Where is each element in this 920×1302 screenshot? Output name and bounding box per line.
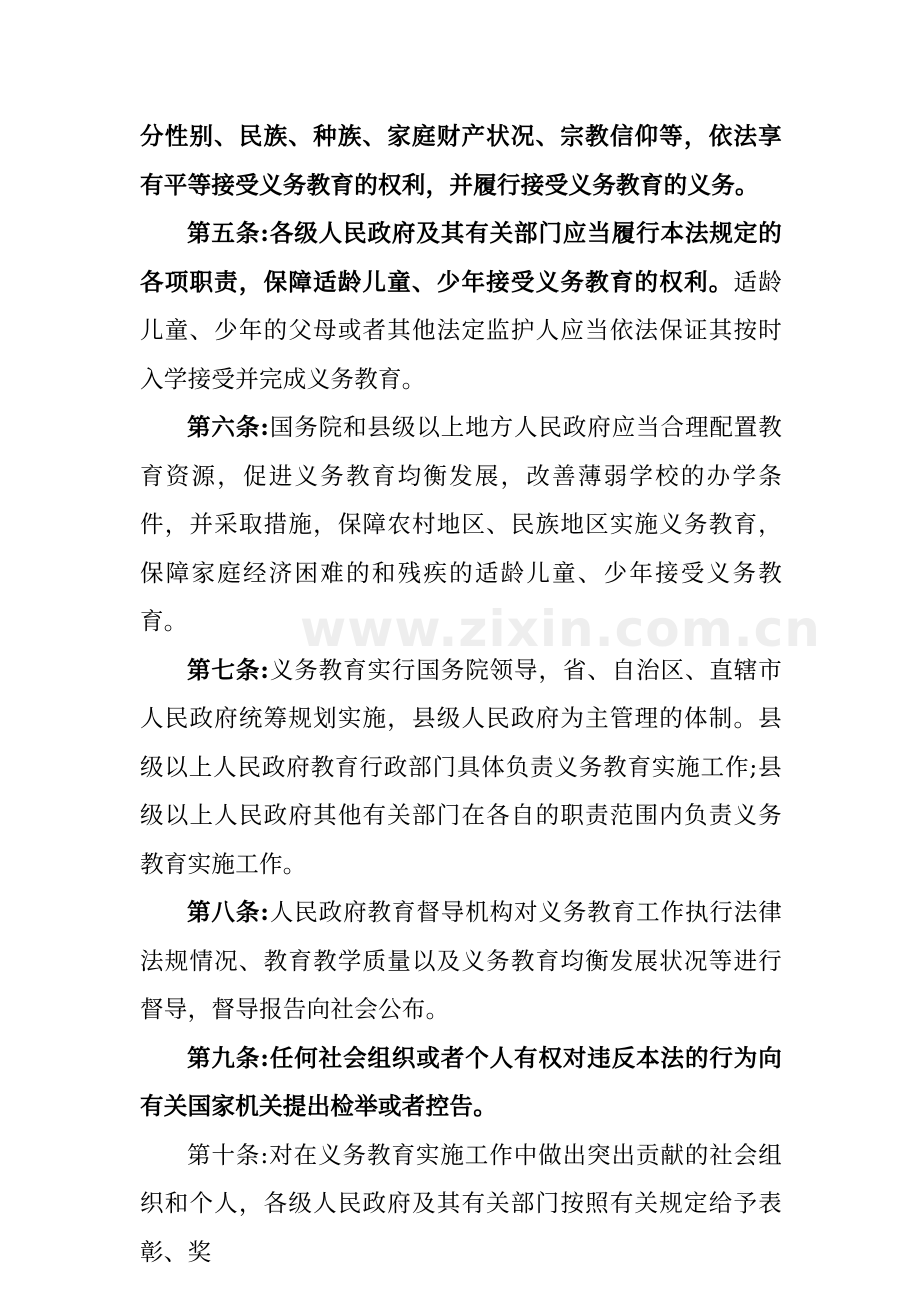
- paragraph-bold-text: 各级人民政府及其有关部门应当履行本法规定的各项职责，保障适龄儿童、少年接受义务教育的权利。: [140, 219, 782, 296]
- article-label: 第八条:: [187, 898, 270, 926]
- paragraph-text: 第十条:对在义务教育实施工作中做出突出贡献的社会组织和个人，各级人民政府及其有关部门按照有关规定给予表彰、奖: [140, 1140, 782, 1266]
- article-label: 第五条:: [187, 219, 270, 247]
- article-10: [140, 1131, 782, 1277]
- article-7: [140, 646, 782, 889]
- paragraph-bold-text: 任何社会组织或者个人有权对违反本法的行为向有关国家机关提出检举或者控告。: [140, 1043, 782, 1120]
- paragraph-text: 适龄儿童、少年的父母或者其他法定监护人应当依法保证其按时入学接受并完成义务教育。: [140, 267, 782, 393]
- article-6: [140, 403, 782, 646]
- article-5: [140, 209, 782, 403]
- article-8: [140, 888, 782, 1034]
- watermark: www.zixin.com.cn: [300, 600, 821, 658]
- paragraph-text: 国务院和县级以上地方人民政府应当合理配置教育资源，促进义务教育均衡发展，改善薄弱学校的办学条件，并采取措施，保障农村地区、民族地区实施义务教育，保障家庭经济困难的和残疾的适龄儿童、少年接受义务教育。: [140, 413, 782, 635]
- paragraph-continuation: [140, 112, 782, 209]
- article-label: 第六条:: [187, 413, 270, 441]
- paragraph-text: 人民政府教育督导机构对义务教育工作执行法律法规情况、教育教学质量以及义务教育均衡发展状况等进行督导，督导报告向社会公布。: [140, 898, 782, 1023]
- article-9: [140, 1034, 782, 1131]
- document-page: [140, 112, 782, 1276]
- paragraph-bold-text: 分性别、民族、种族、家庭财产状况、宗教信仰等，依法享有平等接受义务教育的权利，并履行接受义务教育的义务。: [140, 122, 782, 199]
- paragraph-text: 义务教育实行国务院领导，省、自治区、直辖市人民政府统筹规划实施，县级人民政府为主管理的体制。县级以上人民政府教育行政部门具体负责义务教育实施工作;县级以上人民政府其他有关部门在各自的职责范围内负责义务教育实施工作。: [140, 655, 782, 878]
- article-label: 第九条:: [187, 1043, 270, 1072]
- article-label: 第七条:: [187, 655, 270, 684]
